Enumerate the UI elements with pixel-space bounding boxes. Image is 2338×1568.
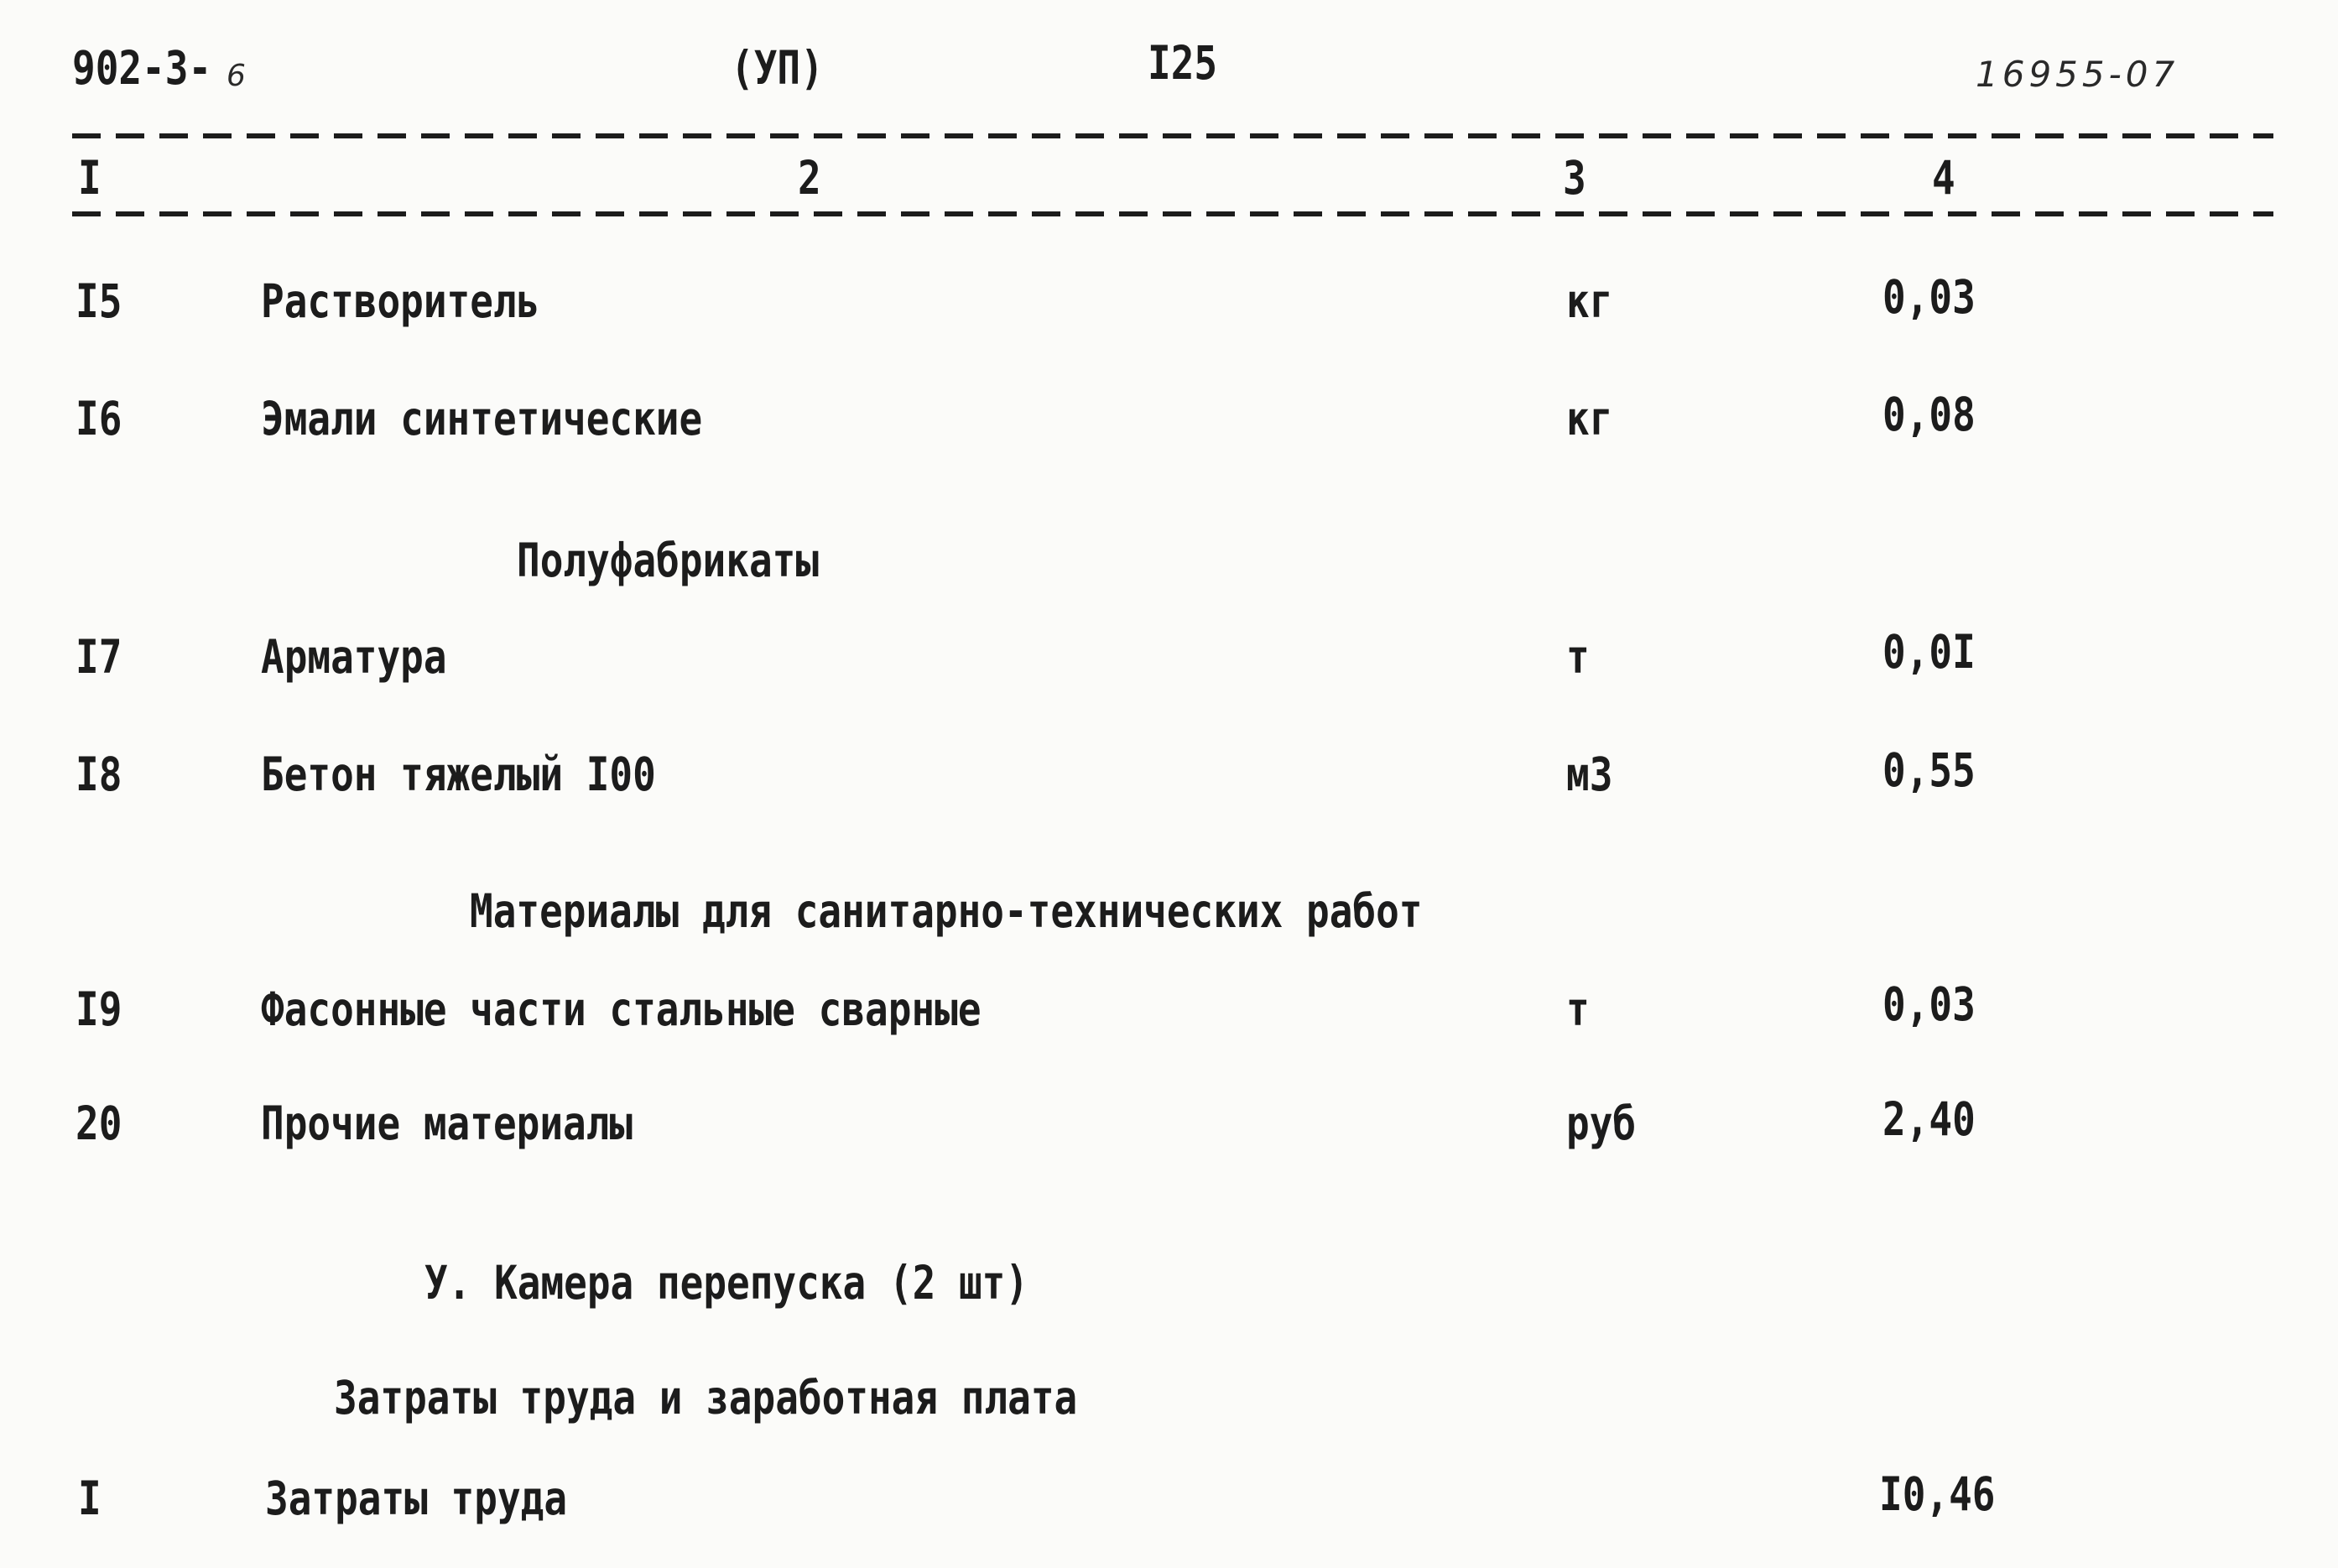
row-number: I [78,1471,102,1526]
row-value: 0,08 [1882,387,1976,442]
section-label: (УП) [731,40,824,96]
section-heading: Полуфабрикаты [517,533,820,588]
row-name: Прочие материалы [261,1096,633,1151]
column-header-3: 3 [1563,150,1586,206]
row-number: I8 [76,747,122,802]
row-unit: т [1566,629,1590,685]
row-name: Растворитель [261,273,540,329]
row-number: I9 [76,982,122,1037]
section-heading: У. Камера перепуска (2 шт) [424,1255,1029,1310]
row-value: 0,03 [1882,977,1976,1032]
row-value: I0,46 [1879,1466,1996,1522]
row-value: 0,0I [1882,624,1976,680]
row-value: 0,55 [1882,742,1976,798]
column-header-1: I [78,150,102,206]
row-name: Фасонные части стальные сварные [261,982,982,1037]
bottom-dashed-rule [72,211,2273,216]
row-name: Бетон тяжелый I00 [261,747,656,802]
row-value: 2,40 [1882,1091,1976,1147]
row-number: 20 [76,1096,122,1151]
page-number: I25 [1148,35,1218,91]
row-unit: кг [1566,273,1613,329]
row-unit: м3 [1566,747,1613,802]
row-name: Арматура [261,629,447,685]
row-name: Эмали синтетические [261,391,703,446]
row-name: Затраты труда [265,1471,568,1526]
row-number: I6 [76,391,122,446]
column-header-2: 2 [798,150,821,206]
row-number: I5 [76,273,122,329]
column-header-4: 4 [1932,150,1955,206]
row-value: 0,03 [1882,269,1976,325]
stamp-number: 16955-07 [1976,54,2179,95]
row-number: I7 [76,629,122,685]
document-code: 902-3- [72,40,212,96]
row-unit: кг [1566,391,1613,446]
top-dashed-rule [72,133,2273,138]
row-unit: руб [1566,1096,1637,1151]
subsection-heading: Затраты труда и заработная плата [334,1370,1078,1425]
row-unit: т [1566,982,1590,1037]
document-code-handwritten: 6 [227,59,246,93]
section-heading: Материалы для санитарно-технических работ [470,883,1423,939]
